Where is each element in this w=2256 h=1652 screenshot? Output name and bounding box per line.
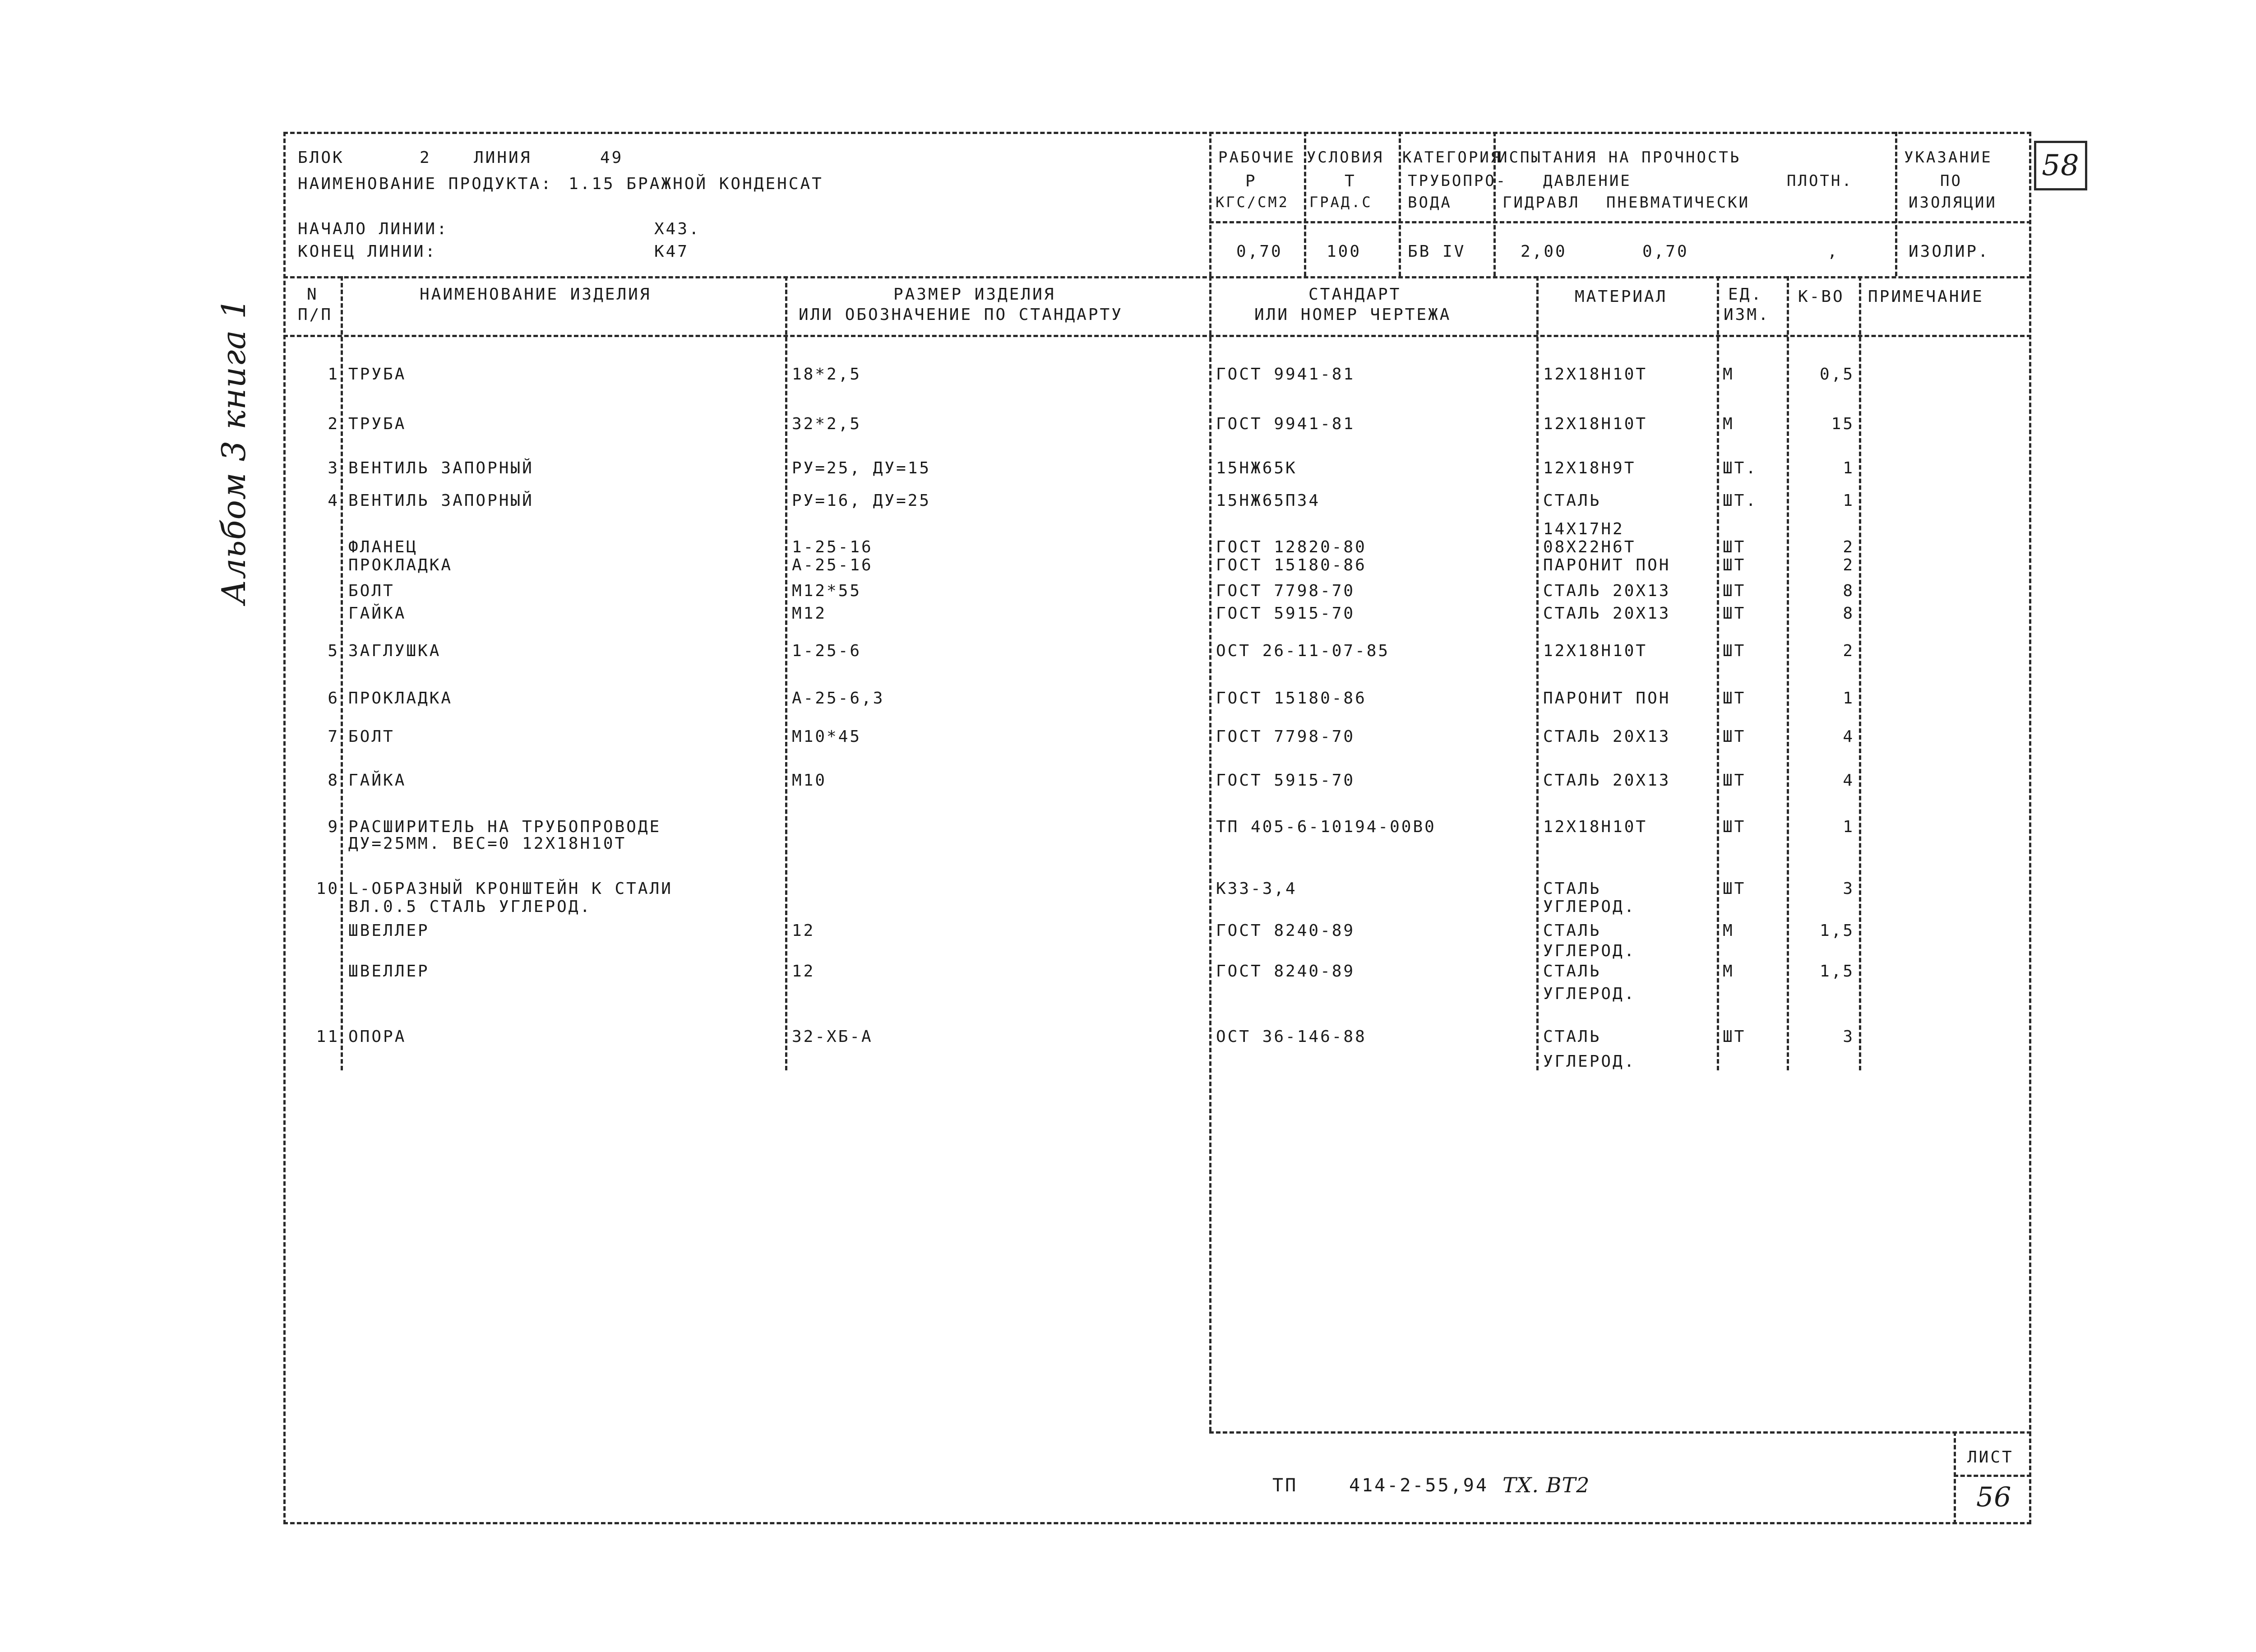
cell-qty: 4 xyxy=(1843,771,1854,790)
cell-num: 9 xyxy=(328,818,339,836)
cell-mat: СТАЛЬ xyxy=(1543,921,1601,940)
col-size-1: РАЗМЕР ИЗДЕЛИЯ xyxy=(893,285,1056,304)
cell-size: 32*2,5 xyxy=(792,415,862,433)
insulation-title: УКАЗАНИЕ xyxy=(1904,148,1992,167)
col-num-2: П/П xyxy=(298,305,333,324)
pressure-value: 0,70 xyxy=(1236,242,1283,261)
cell-num: 8 xyxy=(328,771,339,790)
test-pneumo: ПНЕВМАТИЧЕСКИ xyxy=(1606,194,1750,212)
cell-mat: СТАЛЬ xyxy=(1543,1027,1601,1046)
sheet-label: ЛИСТ xyxy=(1967,1448,2014,1467)
cell-std: ГОСТ 8240-89 xyxy=(1216,921,1355,940)
cell-std: ОСТ 36-146-88 xyxy=(1216,1027,1367,1046)
cell-mat: СТАЛЬ 20Х13 xyxy=(1543,771,1671,790)
cell-unit: ШТ xyxy=(1723,642,1746,660)
col-line-material xyxy=(1536,276,1539,1070)
cell-unit: ШТ xyxy=(1723,582,1746,600)
cell-mat: 12Х18Н10Т xyxy=(1543,642,1648,660)
insulation-sub2: ИЗОЛЯЦИИ xyxy=(1909,194,1997,212)
cell-std: ГОСТ 9941-81 xyxy=(1216,415,1355,433)
cell-std: ГОСТ 5915-70 xyxy=(1216,604,1355,623)
cell-num: 4 xyxy=(328,491,339,510)
col-unit-1: ЕД. xyxy=(1728,285,1763,304)
hydro-value: 2,00 xyxy=(1521,242,1567,261)
col-line-qty xyxy=(1787,276,1789,1070)
end-label: КОНЕЦ ЛИНИИ: xyxy=(298,242,437,261)
cell-std: ГОСТ 8240-89 xyxy=(1216,962,1355,981)
cell-name: БОЛТ xyxy=(348,727,395,746)
cell-size: М12*55 xyxy=(792,582,862,600)
cell-unit: М xyxy=(1723,415,1734,433)
block-value: 2 xyxy=(420,148,431,167)
header-bottom-line xyxy=(283,276,2031,278)
line-value: 49 xyxy=(600,148,624,167)
cell-name: ОПОРА xyxy=(348,1027,407,1046)
start-value: Х43. xyxy=(654,220,701,238)
conditions-cat-line xyxy=(1399,132,1401,276)
cell-std: ГОСТ 7798-70 xyxy=(1216,582,1355,600)
conditions-insul-line xyxy=(1895,132,1897,276)
cell-name: ШВЕЛЛЕР xyxy=(348,962,430,981)
cell-mat: СТАЛЬ xyxy=(1543,962,1601,981)
cell-mat: УГЛЕРОД. xyxy=(1543,1052,1636,1071)
cell-qty: 8 xyxy=(1843,582,1854,600)
product-value: 1.15 БРАЖНОЙ КОНДЕНСАТ xyxy=(569,175,823,193)
cell-mat: УГЛЕРОД. xyxy=(1543,898,1636,916)
cell-mat: СТАЛЬ 20Х13 xyxy=(1543,727,1671,746)
cell-name: РАСШИРИТЕЛЬ НА ТРУБОПРОВОДЕ xyxy=(348,818,661,836)
cell-name: БОЛТ xyxy=(348,582,395,600)
cell-unit: ШТ xyxy=(1723,727,1746,746)
cell-name: ПРОКЛАДКА xyxy=(348,556,453,574)
cell-mat: 12Х18Н9Т xyxy=(1543,459,1636,477)
column-header-line xyxy=(283,335,2031,337)
cell-num: 7 xyxy=(328,727,339,746)
cell-name: ШВЕЛЛЕР xyxy=(348,921,430,940)
cell-name: ТРУБА xyxy=(348,365,407,384)
cell-qty: 1,5 xyxy=(1819,921,1854,940)
header-divider xyxy=(1209,221,2031,223)
cell-std: ГОСТ 12820-80 xyxy=(1216,538,1367,556)
title-code: 414-2-55,94 xyxy=(1349,1475,1489,1496)
cell-size: 18*2,5 xyxy=(792,365,862,384)
cell-unit: ШТ xyxy=(1723,1027,1746,1046)
cell-std: ТП 405-6-10194-00В0 xyxy=(1216,818,1436,836)
cell-size: А-25-16 xyxy=(792,556,873,574)
end-value: К47 xyxy=(654,242,689,261)
cell-unit: ШТ xyxy=(1723,818,1746,836)
cell-name: ВЛ.0.5 СТАЛЬ УГЛЕРОД. xyxy=(348,898,592,916)
col-line-num xyxy=(341,276,343,1070)
cell-num: 1 xyxy=(328,365,339,384)
cell-std: ГОСТ 9941-81 xyxy=(1216,365,1355,384)
col-name: НАИМЕНОВАНИЕ ИЗДЕЛИЯ xyxy=(420,285,652,304)
cell-name: ФЛАНЕЦ xyxy=(348,538,418,556)
cell-name: ПРОКЛАДКА xyxy=(348,689,453,708)
cell-qty: 2 xyxy=(1843,556,1854,574)
cell-mat: 08Х22Н6Т xyxy=(1543,538,1636,556)
cell-qty: 1 xyxy=(1843,459,1854,477)
block-label: БЛОК xyxy=(298,148,344,167)
col-size-2: ИЛИ ОБОЗНАЧЕНИЕ ПО СТАНДАРТУ xyxy=(799,305,1123,324)
cell-unit: М xyxy=(1723,365,1734,384)
insulation-value: ИЗОЛИР. xyxy=(1909,242,1990,261)
cell-num: 5 xyxy=(328,642,339,660)
col-qty: К-ВО xyxy=(1798,287,1845,306)
cell-num: 3 xyxy=(328,459,339,477)
category-sub1: ТРУБОПРО- xyxy=(1408,172,1507,190)
pressure-label: Р xyxy=(1245,172,1257,190)
work-conditions-title: РАБОЧИЕ УСЛОВИЯ xyxy=(1218,148,1384,167)
cell-name: ДУ=25ММ. ВЕС=0 12Х18Н10Т xyxy=(348,834,627,853)
cell-name: ВЕНТИЛЬ ЗАПОРНЫЙ xyxy=(348,491,534,510)
cell-size: 12 xyxy=(792,921,815,940)
cell-num: 2 xyxy=(328,415,339,433)
title-code-suffix: ТХ. ВТ2 xyxy=(1502,1473,1590,1497)
cell-num: 6 xyxy=(328,689,339,708)
cell-std: ГОСТ 15180-86 xyxy=(1216,689,1367,708)
cell-mat: 12Х18Н10Т xyxy=(1543,365,1648,384)
col-material: МАТЕРИАЛ xyxy=(1575,287,1668,306)
cell-mat: 14Х17Н2 xyxy=(1543,520,1624,538)
line-label: ЛИНИЯ xyxy=(474,148,532,167)
cell-mat: ПАРОНИТ ПОН xyxy=(1543,689,1671,708)
cell-size: А-25-6,3 xyxy=(792,689,885,708)
cell-mat: 12Х18Н10Т xyxy=(1543,818,1648,836)
title-block-sheet-divider xyxy=(1954,1475,2031,1477)
cell-unit: ШТ xyxy=(1723,771,1746,790)
cell-std: К33-3,4 xyxy=(1216,879,1297,898)
col-line-note xyxy=(1859,276,1861,1070)
cell-mat: СТАЛЬ 20Х13 xyxy=(1543,582,1671,600)
cell-std: ГОСТ 15180-86 xyxy=(1216,556,1367,574)
cell-size: 12 xyxy=(792,962,815,981)
cell-qty: 1 xyxy=(1843,818,1854,836)
pneumo-value: 0,70 xyxy=(1642,242,1689,261)
cell-qty: 2 xyxy=(1843,538,1854,556)
cell-name: L-ОБРАЗНЫЙ КРОНШТЕЙН К СТАЛИ xyxy=(348,879,673,898)
page-stamp: 58 xyxy=(2034,141,2087,190)
cell-mat: СТАЛЬ xyxy=(1543,879,1601,898)
cell-name: ВЕНТИЛЬ ЗАПОРНЫЙ xyxy=(348,459,534,477)
cell-qty: 1 xyxy=(1843,491,1854,510)
cell-name: ТРУБА xyxy=(348,415,407,433)
cell-qty: 1 xyxy=(1843,689,1854,708)
col-note: ПРИМЕЧАНИЕ xyxy=(1868,287,1984,306)
cell-std: ГОСТ 7798-70 xyxy=(1216,727,1355,746)
test-hydro: ГИДРАВЛ xyxy=(1502,194,1580,212)
cell-size: 1-25-16 xyxy=(792,538,873,556)
cell-qty: 1,5 xyxy=(1819,962,1854,981)
product-label: НАИМЕНОВАНИЕ ПРОДУКТА: xyxy=(298,175,553,193)
cell-size: 32-ХБ-А xyxy=(792,1027,873,1046)
sheet-number: 56 xyxy=(1976,1481,2012,1513)
cell-std: 15НЖ65П34 xyxy=(1216,491,1321,510)
start-label: НАЧАЛО ЛИНИИ: xyxy=(298,220,448,238)
cell-name: ЗАГЛУШКА xyxy=(348,642,441,660)
title-block-sheet-line xyxy=(1954,1431,1956,1524)
cell-name: ГАЙКА xyxy=(348,771,407,790)
cell-size: РУ=25, ДУ=15 xyxy=(792,459,931,477)
cell-size: РУ=16, ДУ=25 xyxy=(792,491,931,510)
cell-unit: ШТ xyxy=(1723,879,1746,898)
cell-qty: 15 xyxy=(1831,415,1854,433)
cell-qty: 0,5 xyxy=(1819,365,1854,384)
cell-qty: 4 xyxy=(1843,727,1854,746)
side-note: Альбом 3 книга 1 xyxy=(215,298,253,604)
cell-unit: ШТ xyxy=(1723,538,1746,556)
cell-unit: ШТ xyxy=(1723,689,1746,708)
cell-size: 1-25-6 xyxy=(792,642,862,660)
cell-unit: ШТ xyxy=(1723,604,1746,623)
col-line-std xyxy=(1209,276,1211,1431)
density-value: , xyxy=(1827,242,1839,261)
col-line-unit xyxy=(1717,276,1719,1070)
cell-std: ГОСТ 5915-70 xyxy=(1216,771,1355,790)
cell-num: 11 xyxy=(316,1027,339,1046)
cell-qty: 8 xyxy=(1843,604,1854,623)
cell-std: ОСТ 26-11-07-85 xyxy=(1216,642,1390,660)
test-pressure: ДАВЛЕНИЕ xyxy=(1543,172,1632,190)
cell-unit: М xyxy=(1723,962,1734,981)
cell-size: М10 xyxy=(792,771,827,790)
cell-mat: СТАЛЬ xyxy=(1543,491,1601,510)
col-line-size xyxy=(785,276,787,1070)
cell-qty: 2 xyxy=(1843,642,1854,660)
cell-mat: СТАЛЬ 20Х13 xyxy=(1543,604,1671,623)
cell-mat: 12Х18Н10Т xyxy=(1543,415,1648,433)
category-sub2: ВОДА xyxy=(1408,194,1452,212)
temperature-unit: ГРАД.С xyxy=(1309,194,1373,211)
title-block-top xyxy=(1209,1431,2031,1434)
temperature-value: 100 xyxy=(1327,242,1362,261)
cell-unit: ШТ. xyxy=(1723,491,1758,510)
insulation-sub1: ПО xyxy=(1940,172,1962,190)
cell-unit: ШТ. xyxy=(1723,459,1758,477)
cell-num: 10 xyxy=(316,879,339,898)
col-std-2: ИЛИ НОМЕР ЧЕРТЕЖА xyxy=(1254,305,1452,324)
cell-unit: ШТ xyxy=(1723,556,1746,574)
category-value: БВ IV xyxy=(1408,242,1466,261)
pressure-unit: КГС/СМ2 xyxy=(1216,194,1289,211)
col-num-1: N xyxy=(307,285,319,304)
cell-mat: ПАРОНИТ ПОН xyxy=(1543,556,1671,574)
category-title: КАТЕГОРИЯ xyxy=(1402,148,1502,167)
conditions-left-line xyxy=(1209,132,1211,276)
col-unit-2: ИЗМ. xyxy=(1724,305,1770,324)
title-code-prefix: ТП xyxy=(1272,1475,1298,1496)
temperature-label: Т xyxy=(1345,172,1356,190)
cell-unit: М xyxy=(1723,921,1734,940)
cell-size: М10*45 xyxy=(792,727,862,746)
cell-name: ГАЙКА xyxy=(348,604,407,623)
cell-qty: 3 xyxy=(1843,879,1854,898)
test-density: ПЛОТН. xyxy=(1787,172,1853,190)
cell-qty: 3 xyxy=(1843,1027,1854,1046)
test-title: ИСПЫТАНИЯ НА ПРОЧНОСТЬ xyxy=(1498,148,1741,167)
cell-size: М12 xyxy=(792,604,827,623)
cell-mat: УГЛЕРОД. xyxy=(1543,942,1636,960)
col-std-1: СТАНДАРТ xyxy=(1308,285,1401,304)
cell-mat: УГЛЕРОД. xyxy=(1543,985,1636,1003)
cell-std: 15НЖ65К xyxy=(1216,459,1297,477)
